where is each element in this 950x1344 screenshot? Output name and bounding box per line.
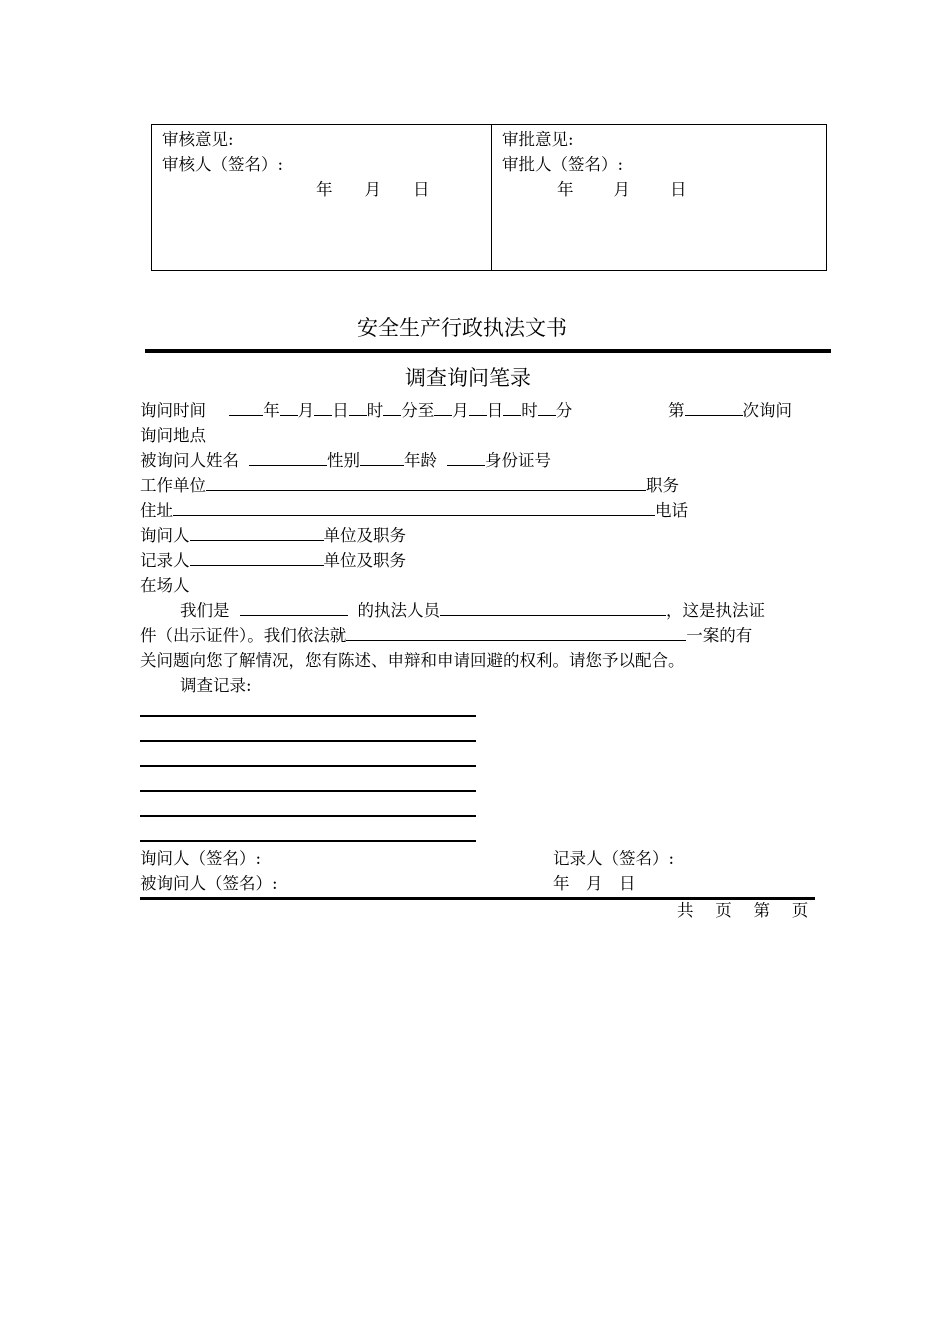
sign-date: 年 月 日 (553, 874, 636, 893)
case-blank[interactable] (346, 625, 686, 641)
record-label: 调查记录: (180, 676, 252, 695)
address-blank[interactable] (173, 500, 655, 516)
statement-line-3: 关问题向您了解情况，您有陈述、申辩和申请回避的权利。请您予以配合。 (140, 651, 685, 670)
inquirer-label: 询问人 (140, 526, 190, 545)
reviewer-sign-label: 审核人（签名）: (162, 155, 284, 174)
end-hour-blank[interactable] (503, 400, 521, 416)
approve-date (557, 177, 687, 202)
year-label: 年 (263, 401, 280, 420)
record-line[interactable] (140, 790, 476, 792)
inquiry-time-label: 询问时间 (140, 401, 206, 420)
workplace-blank[interactable] (206, 475, 646, 491)
statement-line-2 (140, 625, 752, 647)
line2-start-text: 件（出示证件）。我们依法就 (140, 626, 347, 645)
we-are-text: 我们是 (180, 601, 230, 620)
approve-cell (502, 127, 623, 177)
statement-line-1 (180, 600, 765, 622)
show-cert-text: ，这是执法证 (666, 601, 765, 620)
ordinal-suffix: 次询问 (742, 401, 792, 420)
record-line[interactable] (140, 765, 476, 767)
end-month-blank[interactable] (434, 400, 452, 416)
inquirer-unit-label: 单位及职务 (323, 526, 406, 545)
review-day: 日 (413, 180, 430, 199)
name-label: 被询问人姓名 (140, 451, 239, 470)
review-date (316, 177, 430, 202)
minute-label: 分 (401, 401, 418, 420)
approve-day: 日 (670, 180, 687, 199)
record-line[interactable] (140, 815, 476, 817)
approve-opinion-label: 审批意见: (502, 130, 574, 149)
table-divider (491, 125, 492, 270)
interviewee-sign: 被询问人（签名）: (140, 874, 278, 893)
record-line[interactable] (140, 840, 476, 842)
month-label: 月 (297, 401, 315, 420)
recorder-blank[interactable] (190, 550, 324, 566)
gender-blank[interactable] (360, 450, 404, 466)
end-day-blank[interactable] (469, 400, 487, 416)
day-blank[interactable] (314, 400, 332, 416)
inquirer-sign: 询问人（签名）: (140, 849, 262, 868)
phone-label: 电话 (655, 501, 688, 520)
end-minute-blank[interactable] (538, 400, 556, 416)
day-label: 日 (332, 401, 349, 420)
present-row (140, 575, 190, 597)
hour-label: 时 (366, 401, 384, 420)
month-blank[interactable] (280, 400, 298, 416)
address-row (140, 500, 688, 522)
officers-blank[interactable] (440, 600, 666, 616)
recorder-sign: 记录人（签名）: (553, 849, 675, 868)
hour-blank[interactable] (349, 400, 367, 416)
record-line[interactable] (140, 740, 476, 742)
doc-type-title: 安全生产行政执法文书 (357, 316, 567, 340)
review-year: 年 (316, 180, 333, 199)
person-row (140, 450, 551, 472)
end-month-label: 月 (452, 401, 469, 420)
approver-sign-label: 审批人（签名）: (502, 155, 624, 174)
line2-end-text: 一案的有 (686, 626, 753, 645)
inquirer-row (140, 525, 406, 547)
to-label: 至 (417, 401, 435, 420)
present-label: 在场人 (140, 576, 190, 595)
position-label: 职务 (646, 476, 679, 495)
location-row (140, 425, 206, 447)
year-blank[interactable] (229, 400, 263, 416)
age-blank[interactable] (447, 450, 485, 466)
name-blank[interactable] (249, 450, 327, 466)
approve-year: 年 (557, 180, 574, 199)
id-label: 身份证号 (485, 451, 551, 470)
end-hour-label: 时 (521, 401, 538, 420)
address-label: 住址 (140, 501, 173, 520)
location-label: 询问地点 (140, 426, 206, 445)
approve-month: 月 (613, 180, 630, 199)
inquiry-time-row (140, 400, 572, 422)
review-month: 月 (364, 180, 381, 199)
minute-blank[interactable] (383, 400, 401, 416)
inquiry-count (668, 400, 792, 422)
ordinal-prefix: 第 (668, 401, 685, 420)
doc-title: 调查询问笔录 (405, 366, 531, 390)
header-rule (145, 349, 831, 353)
agency-blank[interactable] (240, 600, 348, 616)
officers-text: 的执法人员 (357, 601, 440, 620)
record-line[interactable] (140, 715, 476, 717)
gender-label: 性别 (327, 451, 360, 470)
review-opinion-label: 审核意见: (162, 130, 234, 149)
end-minute-label: 分 (555, 401, 573, 420)
age-label: 年龄 (404, 451, 437, 470)
workplace-label: 工作单位 (140, 476, 206, 495)
recorder-unit-label: 单位及职务 (323, 551, 406, 570)
inquirer-blank[interactable] (190, 525, 324, 541)
end-day-label: 日 (486, 401, 504, 420)
recorder-row (140, 550, 406, 572)
workplace-row (140, 475, 679, 497)
recorder-label: 记录人 (140, 551, 190, 570)
page-count: 共 页 第 页 (677, 901, 809, 920)
approval-table (151, 124, 827, 271)
review-cell (162, 127, 283, 177)
count-blank[interactable] (685, 400, 743, 416)
